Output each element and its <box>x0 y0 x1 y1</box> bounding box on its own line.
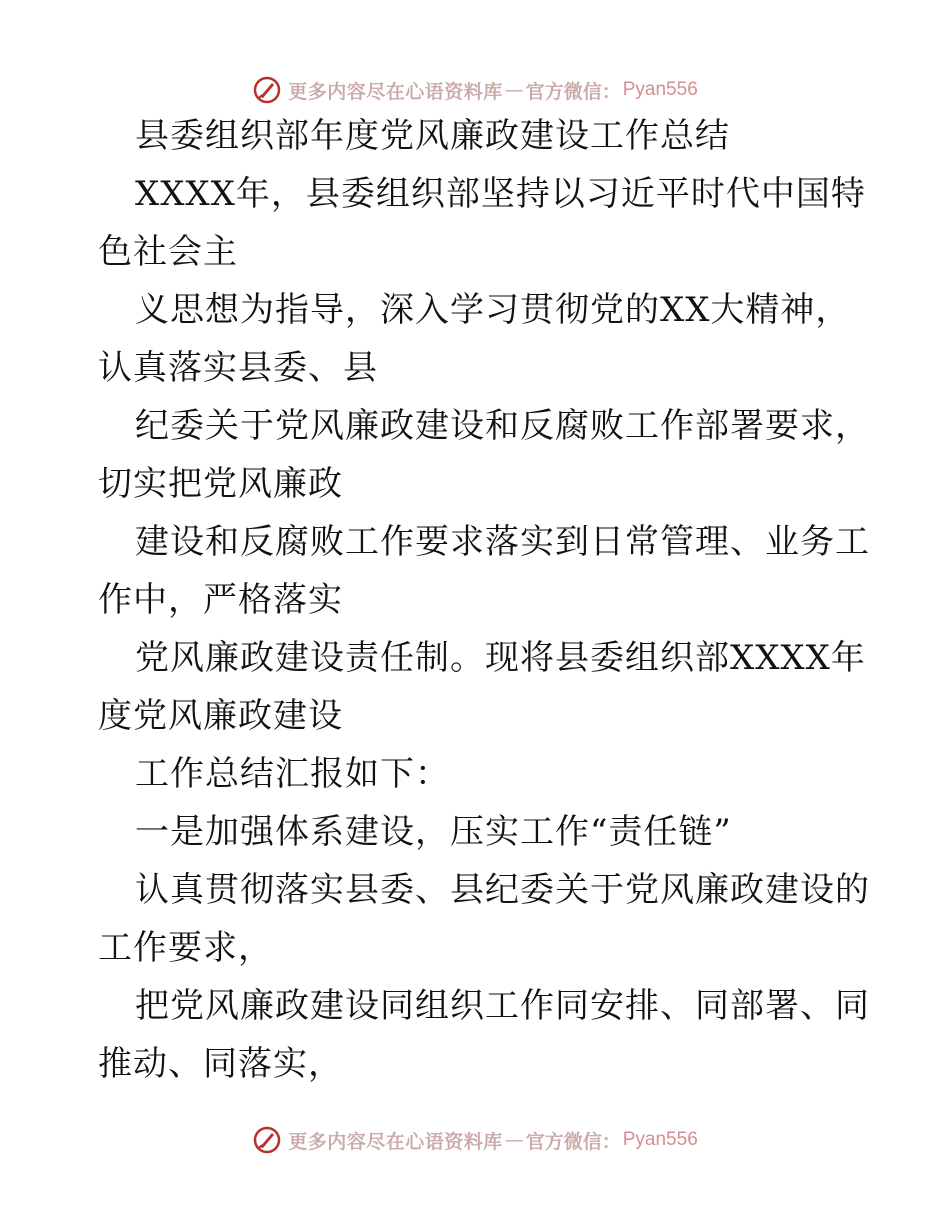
text-line: 作中，严格落实 <box>98 580 343 620</box>
text-line: 工作总结汇报如下： <box>135 754 450 794</box>
document-title: 县委组织部年度党风廉政建设工作总结 <box>135 116 730 156</box>
text-line: 工作要求， <box>98 928 273 968</box>
text-line: 推动、同落实， <box>98 1044 343 1084</box>
watermark-banner-top <box>0 70 950 110</box>
text-line: 切实把党风廉政 <box>98 464 343 504</box>
text-line: 建设和反腐败工作要求落实到日常管理、业务工 <box>135 522 870 562</box>
watermark-separator: — <box>504 79 524 101</box>
watermark-separator: — <box>504 1129 524 1151</box>
watermark-wechat-id: Pyan556 <box>622 1129 698 1150</box>
text-line: 度党风廉政建设 <box>98 696 343 736</box>
watermark-wechat-label: 官方微信： <box>525 1130 621 1153</box>
watermark-wechat-id: Pyan556 <box>622 79 698 100</box>
section-heading: 一是加强体系建设，压实工作“责任链” <box>135 812 732 852</box>
text-line: XXXX年，县委组织部坚持以习近平时代中国特 <box>135 174 866 214</box>
text-line: 把党风廉政建设同组织工作同安排、同部署、同 <box>135 986 870 1026</box>
feather-pen-circle-icon <box>252 75 282 105</box>
text-line: 色社会主 <box>98 232 238 272</box>
watermark-site-text: 更多内容尽在心语资料库 <box>288 80 503 103</box>
watermark-banner-bottom <box>0 1120 950 1160</box>
text-line: 认真落实县委、县 <box>98 348 378 388</box>
text-line: 义思想为指导，深入学习贯彻党的XX大精神， <box>135 290 851 330</box>
watermark-wechat-label: 官方微信： <box>525 80 621 103</box>
feather-pen-circle-icon <box>252 1125 282 1155</box>
watermark-site-text: 更多内容尽在心语资料库 <box>288 1130 503 1153</box>
text-line: 党风廉政建设责任制。现将县委组织部XXXX年 <box>135 638 866 678</box>
text-line: 认真贯彻落实县委、县纪委关于党风廉政建设的 <box>135 870 870 910</box>
text-line: 纪委关于党风廉政建设和反腐败工作部署要求， <box>135 406 870 446</box>
